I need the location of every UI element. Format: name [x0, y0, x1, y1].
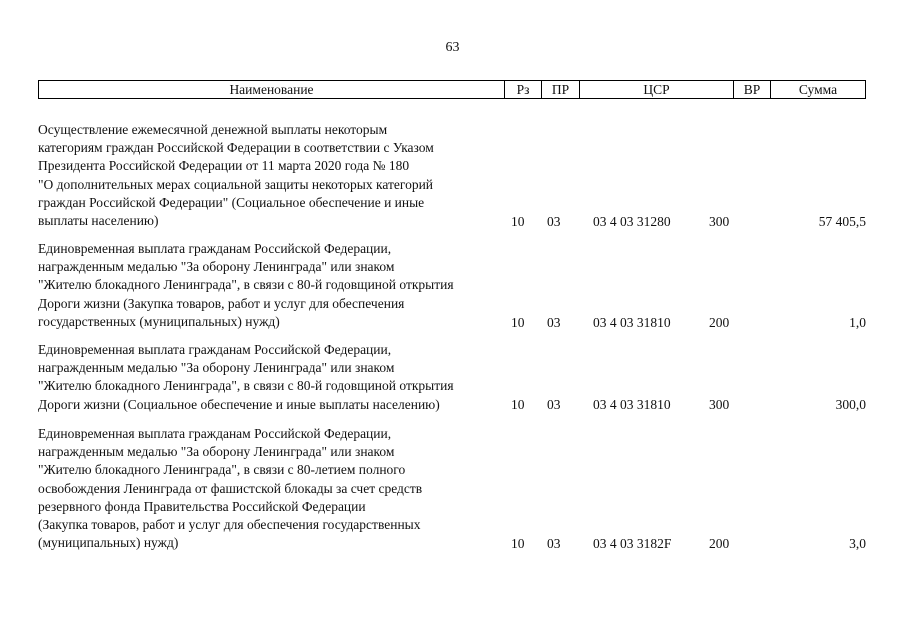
header-name: Наименование — [39, 81, 505, 98]
row-pr: 03 — [547, 396, 561, 412]
table-row — [38, 240, 866, 332]
row-name: Единовременная выплата гражданам Российской Федерации, награжденным медалью "За оборону Ленинграда" или знаком "Жителю блокадного Ленинграда", в связи с 80-й годовщиной открытия Дороги жизни (Социальное обеспечение и иные выплаты населению) — [38, 342, 454, 412]
row-sum: 57 405,5 — [818, 213, 866, 229]
row-sum: 1,0 — [849, 314, 866, 330]
row-sum: 300,0 — [835, 396, 866, 412]
header-vr: ВР — [734, 81, 771, 98]
header-sum: Сумма — [798, 82, 838, 97]
row-vr: 300 — [709, 396, 730, 412]
header-rz: Рз — [505, 81, 542, 98]
row-name: Единовременная выплата гражданам Российской Федерации, награжденным медалью "За оборону Ленинграда" или знаком "Жителю блокадного Ленинграда", в связи с 80-летием полного освобождения Ленинграда от фашистской блокады за счет средств резервного фонда Правительства Российской Федерации (Закупка товаров, работ и услуг для обеспечения государственных (муниципальных) нужд) — [38, 426, 423, 551]
row-pr: 03 — [547, 314, 561, 330]
row-vr: 200 — [709, 535, 730, 551]
table-row — [38, 341, 866, 414]
row-pr: 03 — [547, 535, 561, 551]
row-sum: 3,0 — [849, 535, 866, 551]
row-csr: 03 4 03 31810 — [593, 314, 671, 330]
row-csr: 03 4 03 3182F — [593, 535, 672, 551]
table-header — [38, 80, 866, 99]
table-row — [38, 425, 866, 553]
row-rz: 10 — [511, 213, 525, 229]
row-vr: 300 — [709, 213, 730, 229]
header-pr: ПР — [542, 81, 580, 98]
row-name: Единовременная выплата гражданам Российской Федерации, награжденным медалью "За оборону Ленинграда" или знаком "Жителю блокадного Ленинграда", в связи с 80-й годовщиной открытия Дороги жизни (Закупка товаров, работ и услуг для обеспечения государственных (муниципальных) нужд) — [38, 241, 454, 329]
header-csr: ЦСР — [580, 81, 734, 98]
row-rz: 10 — [511, 396, 525, 412]
row-name: Осуществление ежемесячной денежной выплаты некоторым категориям граждан Российской Федерации в соответствии с Указом Президента Российской Федерации от 11 марта 2020 года № 180 "О дополнительных мерах социальной защиты некоторых категорий граждан Российской Федерации" (Социальное обеспечение и иные выплаты населению) — [38, 122, 434, 229]
row-rz: 10 — [511, 535, 525, 551]
row-csr: 03 4 03 31810 — [593, 396, 671, 412]
row-rz: 10 — [511, 314, 525, 330]
table-row — [38, 121, 866, 231]
page-number: 63 — [445, 40, 460, 55]
row-vr: 200 — [709, 314, 730, 330]
row-pr: 03 — [547, 213, 561, 229]
row-csr: 03 4 03 31280 — [593, 213, 671, 229]
